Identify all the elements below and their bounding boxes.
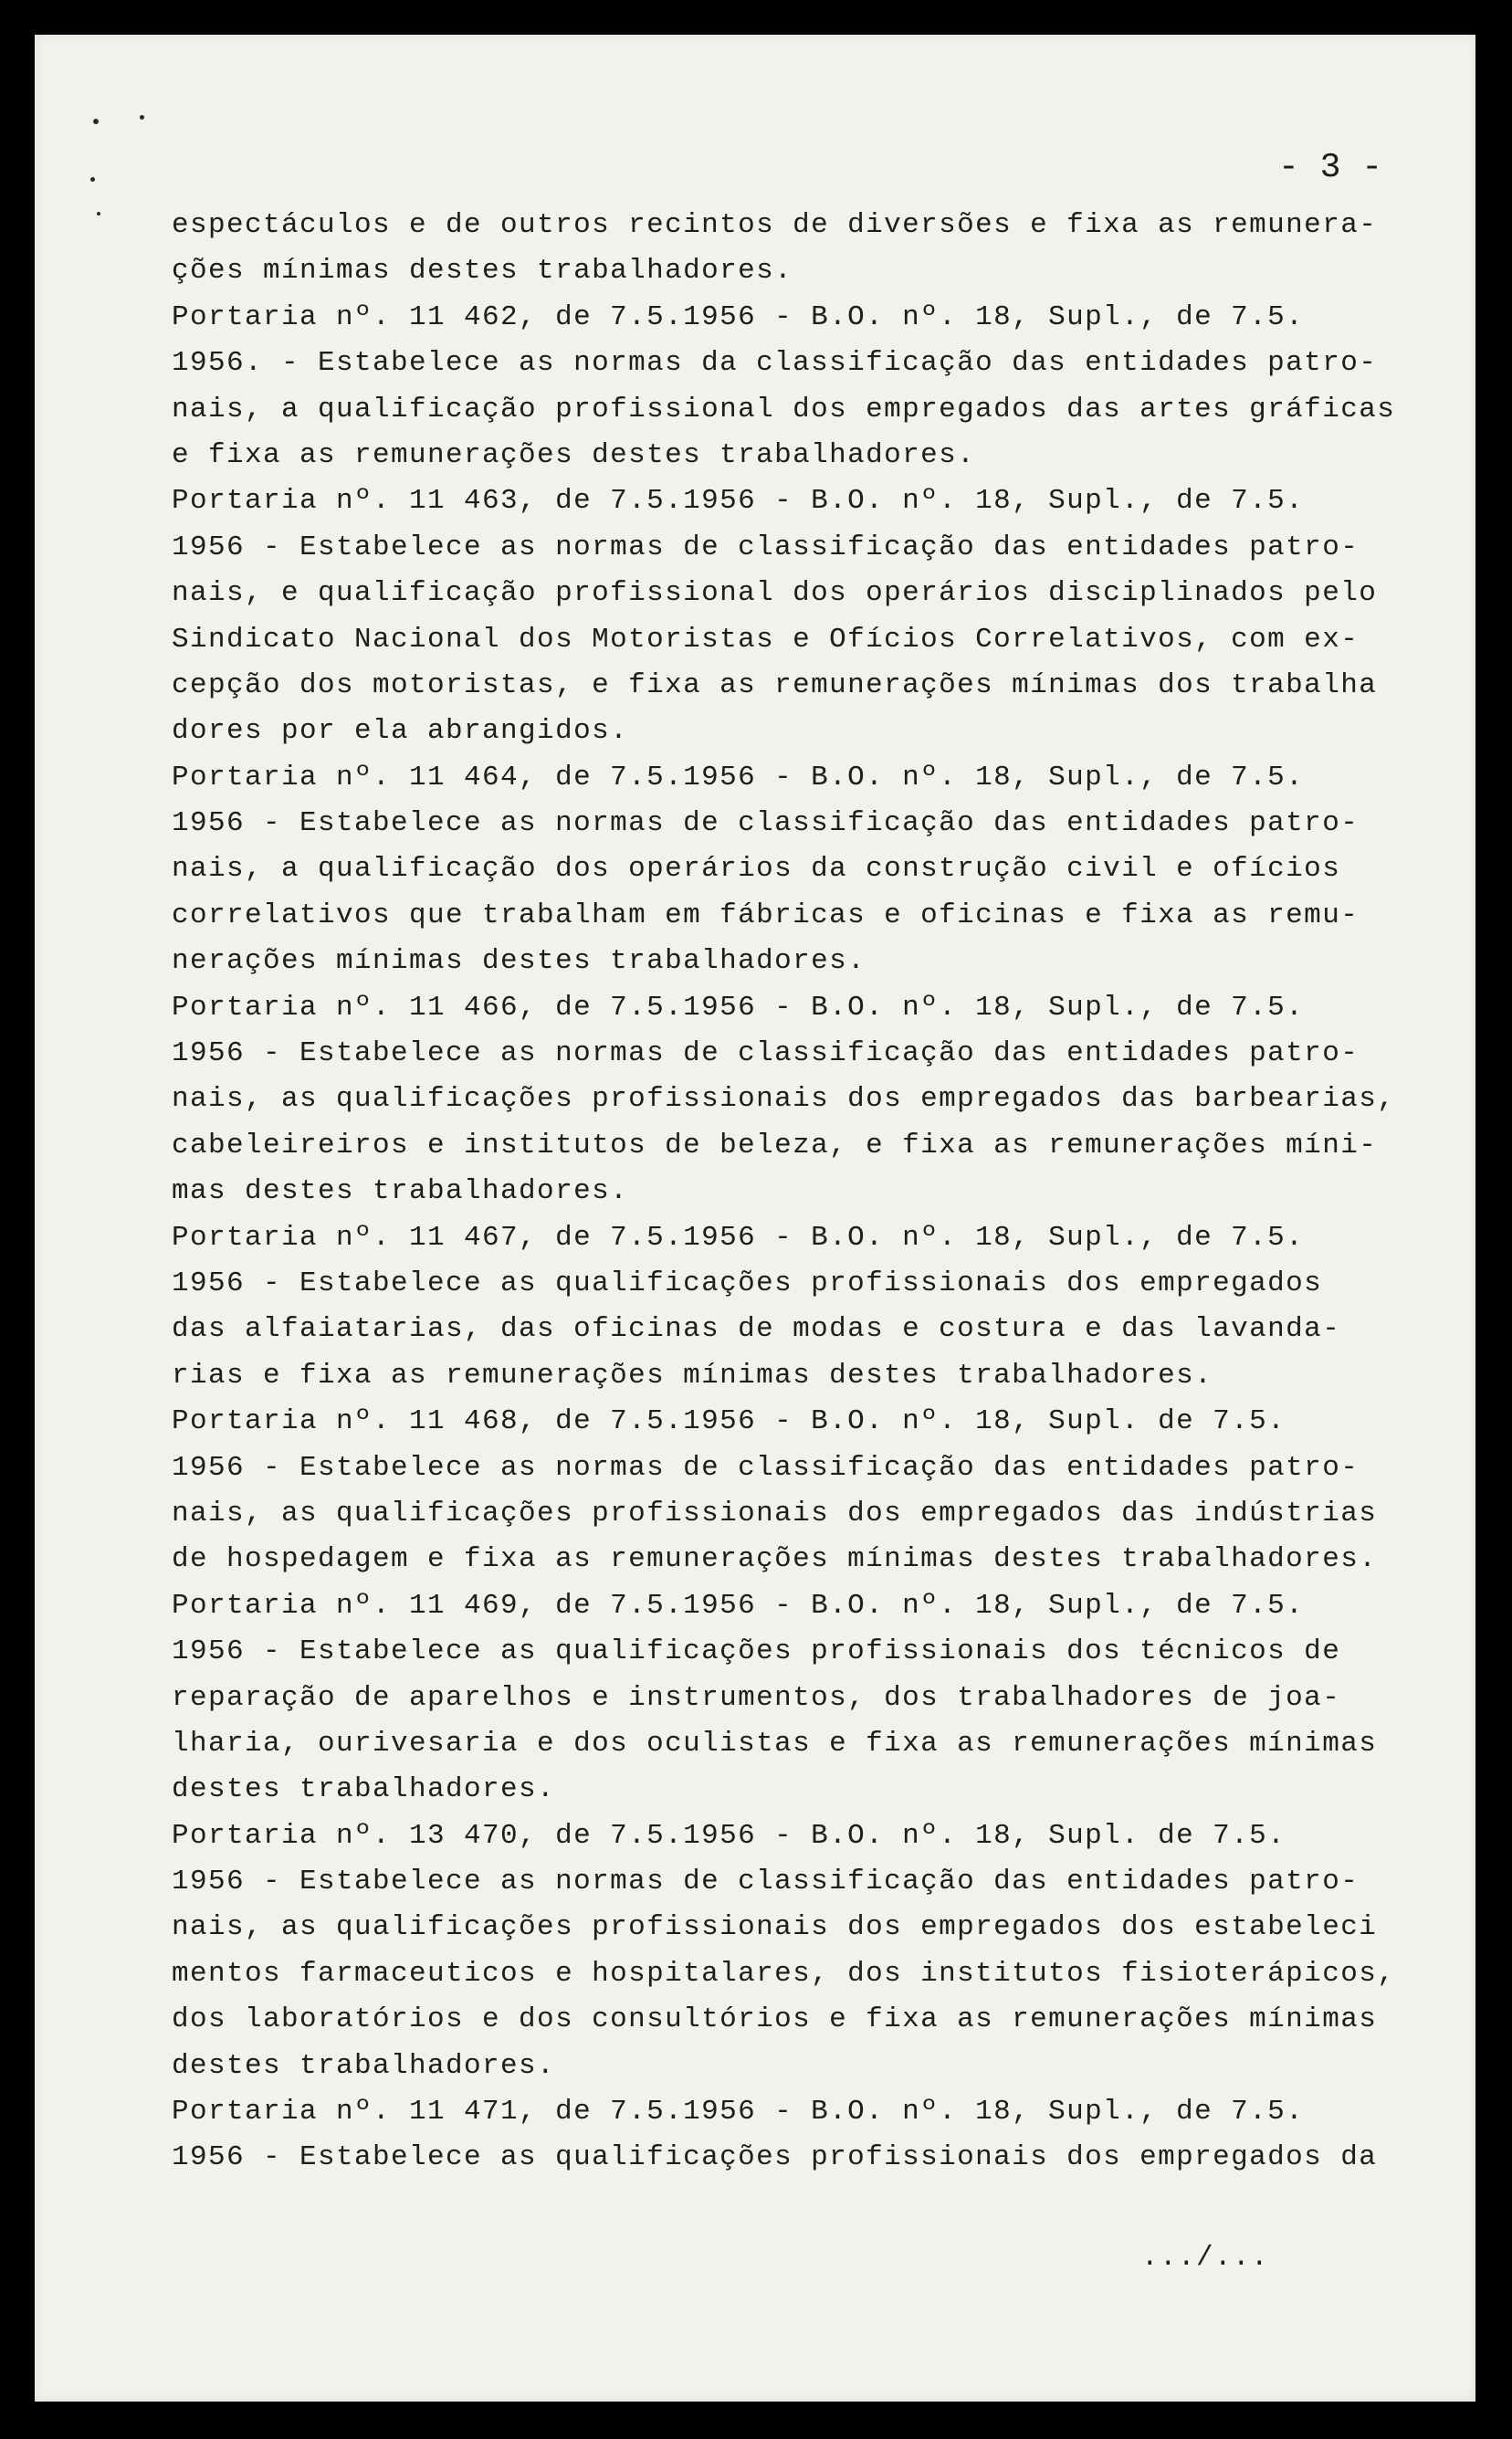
text-line: de hospedagem e fixa as remunerações mínimas destes trabalhadores. xyxy=(172,1543,1378,1576)
continuation-marker: .../... xyxy=(1141,2242,1270,2274)
text-line: nais, as qualificações profissionais dos empregados das indústrias xyxy=(172,1497,1378,1530)
typed-text-body xyxy=(172,203,1468,2181)
text-line: Sindicato Nacional dos Motoristas e Ofícios Correlativos, com ex- xyxy=(172,623,1360,656)
text-line: dos laboratórios e dos consultórios e fixa as remunerações mínimas xyxy=(172,2003,1378,2036)
text-line: Portaria nº. 13 470, de 7.5.1956 - B.O. nº. 18, Supl. de 7.5. xyxy=(172,1819,1286,1852)
text-line: destes trabalhadores. xyxy=(172,1773,556,1806)
text-line: e fixa as remunerações destes trabalhadores. xyxy=(172,438,976,471)
punch-hole-mark xyxy=(90,177,95,182)
text-line: nais, e qualificação profissional dos operários disciplinados pelo xyxy=(172,577,1378,610)
text-line: espectáculos e de outros recintos de diversões e fixa as remunera- xyxy=(172,209,1378,241)
text-line: 1956 - Estabelece as qualificações profissionais dos empregados xyxy=(172,1267,1323,1299)
punch-hole-mark xyxy=(140,115,144,120)
text-line: rias e fixa as remunerações mínimas destes trabalhadores. xyxy=(172,1359,1213,1392)
text-line: destes trabalhadores. xyxy=(172,2049,556,2082)
text-line: dores por ela abrangidos. xyxy=(172,715,629,748)
page-number: - 3 - xyxy=(1278,148,1383,187)
text-line: Portaria nº. 11 471, de 7.5.1956 - B.O. nº. 18, Supl., de 7.5. xyxy=(172,2096,1305,2129)
text-line: cepção dos motoristas, e fixa as remunerações mínimas dos trabalha xyxy=(172,668,1378,701)
text-line: cabeleireiros e institutos de beleza, e fixa as remunerações míni- xyxy=(172,1129,1378,1162)
text-line: mentos farmaceuticos e hospitalares, dos institutos fisioterápicos, xyxy=(172,1957,1396,1990)
text-line: das alfaiatarias, das oficinas de modas e costura e das lavanda- xyxy=(172,1313,1341,1346)
text-line: 1956 - Estabelece as normas de classificação das entidades patro- xyxy=(172,1451,1360,1484)
text-line: Portaria nº. 11 466, de 7.5.1956 - B.O. nº. 18, Supl., de 7.5. xyxy=(172,991,1305,1024)
text-line: nais, as qualificações profissionais dos empregados das barbearias, xyxy=(172,1083,1396,1116)
text-line: Portaria nº. 11 468, de 7.5.1956 - B.O. nº. 18, Supl. de 7.5. xyxy=(172,1405,1286,1438)
text-line: mas destes trabalhadores. xyxy=(172,1175,629,1208)
text-line: reparação de aparelhos e instrumentos, dos trabalhadores de joa- xyxy=(172,1681,1341,1714)
text-line: 1956 - Estabelece as qualificações profissionais dos técnicos de xyxy=(172,1635,1341,1668)
text-line: 1956 - Estabelece as normas de classificação das entidades patro- xyxy=(172,1037,1360,1070)
text-line: nais, a qualificação dos operários da construção civil e ofícios xyxy=(172,853,1341,886)
text-line: Portaria nº. 11 463, de 7.5.1956 - B.O. nº. 18, Supl., de 7.5. xyxy=(172,485,1305,518)
punch-hole-mark xyxy=(97,212,100,216)
text-line: 1956 - Estabelece as qualificações profissionais dos empregados da xyxy=(172,2141,1378,2174)
text-line: 1956. - Estabelece as normas da classificação das entidades patro- xyxy=(172,347,1378,380)
punch-hole-mark xyxy=(93,119,99,124)
text-line: 1956 - Estabelece as normas de classificação das entidades patro- xyxy=(172,531,1360,563)
text-line: 1956 - Estabelece as normas de classificação das entidades patro- xyxy=(172,807,1360,840)
text-line: Portaria nº. 11 462, de 7.5.1956 - B.O. nº. 18, Supl., de 7.5. xyxy=(172,300,1305,333)
text-line: nerações mínimas destes trabalhadores. xyxy=(172,945,866,978)
text-line: 1956 - Estabelece as normas de classificação das entidades patro- xyxy=(172,1866,1360,1898)
text-line: nais, as qualificações profissionais dos empregados dos estabeleci xyxy=(172,1911,1378,1944)
text-line: ções mínimas destes trabalhadores. xyxy=(172,255,793,288)
text-line: lharia, ourivesaria e dos oculistas e fixa as remunerações mínimas xyxy=(172,1727,1378,1760)
text-line: correlativos que trabalham em fábricas e oficinas e fixa as remu- xyxy=(172,899,1360,931)
text-line: nais, a qualificação profissional dos empregados das artes gráficas xyxy=(172,393,1396,426)
text-line: Portaria nº. 11 467, de 7.5.1956 - B.O. nº. 18, Supl., de 7.5. xyxy=(172,1221,1305,1254)
text-line: Portaria nº. 11 464, de 7.5.1956 - B.O. nº. 18, Supl., de 7.5. xyxy=(172,761,1305,794)
text-line: Portaria nº. 11 469, de 7.5.1956 - B.O. nº. 18, Supl., de 7.5. xyxy=(172,1589,1305,1622)
